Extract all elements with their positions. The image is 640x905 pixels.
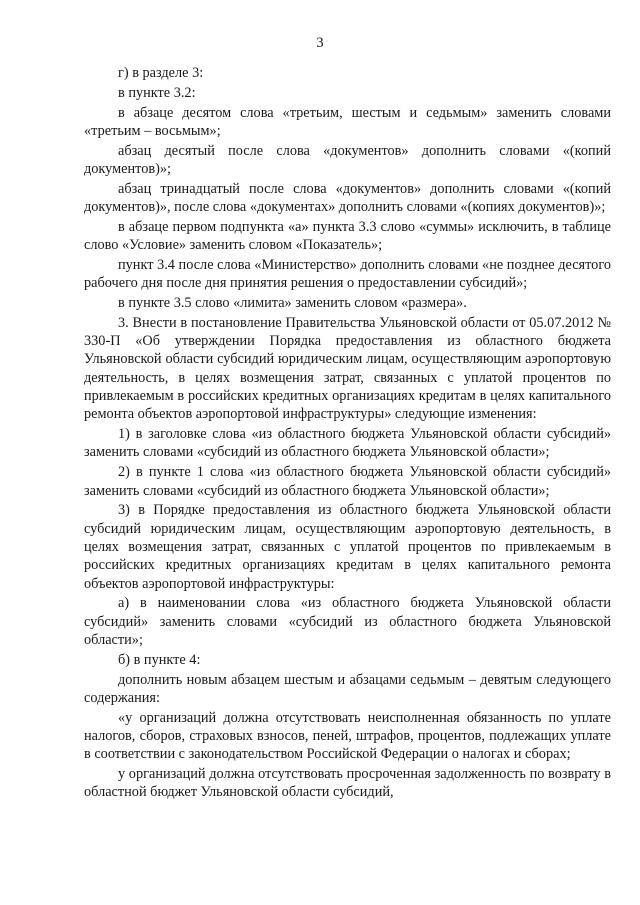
paragraph-amendment: в пункте 3.5 слово «лимита» заменить словом «размера».	[118, 295, 467, 312]
paragraph-amendment: в абзаце первом подпункта «а» пункта 3.3 слово «суммы» исключить, в таблице слово «Условие» заменить словом «Показатель»;	[84, 218, 611, 254]
paragraph-subitem: 3) в Порядке предоставления из областного бюджета Ульяновской области субсидий юридическим лицам, осуществляющим аэропортовую деятельность, в целях возмещения затрат, связанных с уплатой процентов по привлекаемым в российских кредитных организациях кредитам в целях капитального ремонта объектов аэропортовой инфраструктуры:	[84, 502, 611, 592]
paragraph-item-3: 3. Внести в постановление Правительства Ульяновской области от 05.07.2012 № 330-П «Об утверждении Порядка предоставления из областного бюджета Ульяновской области субсидий юридическим лицам, осуществляющим аэропортовую деятельность, в целях возмещения затрат, связанных с уплатой процентов по привлекаемым в российских кредитных организациях кредитам в целях капитального ремонта объектов аэропортовой инфраструктуры» следующие изменения:	[84, 314, 611, 423]
paragraph-section-3-heading: г) в разделе 3:	[118, 65, 204, 81]
paragraph-point-3-2: в пункте 3.2:	[118, 84, 196, 101]
paragraph-amendment: в абзаце десятом слова «третьим, шестым и седьмым» заменить словами «третьим – восьмым»;	[84, 104, 611, 139]
paragraph-subitem: а) в наименовании слова «из областного бюджета Ульяновской области субсидий» заменить словами «субсидий из областного бюджета Ульяновской области»;	[84, 595, 611, 648]
paragraph-amendment: дополнить новым абзацем шестым и абзацами седьмым – девятым следующего содержания:	[84, 671, 611, 706]
paragraph-amendment: пункт 3.4 после слова «Министерство» дополнить словами «не позднее десятого рабочего дня после дня принятия решения о предоставлении субсидий»;	[84, 256, 611, 292]
document-body	[84, 64, 611, 803]
paragraph-amendment: абзац десятый после слова «документов» дополнить словами «(копий документов)»;	[84, 142, 611, 177]
paragraph-amendment: абзац тринадцатый после слова «документов» дополнить словами «(копий документов)», после слова «документах» дополнить словами «(копиях документов)»;	[84, 180, 611, 216]
paragraph-subitem: 2) в пункте 1 слова «из областного бюджета Ульяновской области субсидий» заменить словами «субсидий из областного бюджета Ульяновской области»;	[84, 464, 611, 499]
paragraph-subitem: б) в пункте 4:	[118, 651, 201, 668]
page-number: 3	[316, 35, 324, 51]
paragraph-quoted-text: «у организаций должна отсутствовать неисполненная обязанность по уплате налогов, сборов, страховых взносов, пеней, штрафов, процентов, подлежащих уплате в соответствии с законодательством Российской Федерации о налогах и сборах;	[84, 709, 611, 763]
paragraph-quoted-text: у организаций должна отсутствовать просроченная задолженность по возврату в областной бюджет Ульяновской области субсидий,	[84, 765, 611, 801]
paragraph-subitem: 1) в заголовке слова «из областного бюджета Ульяновской области субсидий» заменить словами «субсидий из областного бюджета Ульяновской области»;	[84, 426, 611, 461]
